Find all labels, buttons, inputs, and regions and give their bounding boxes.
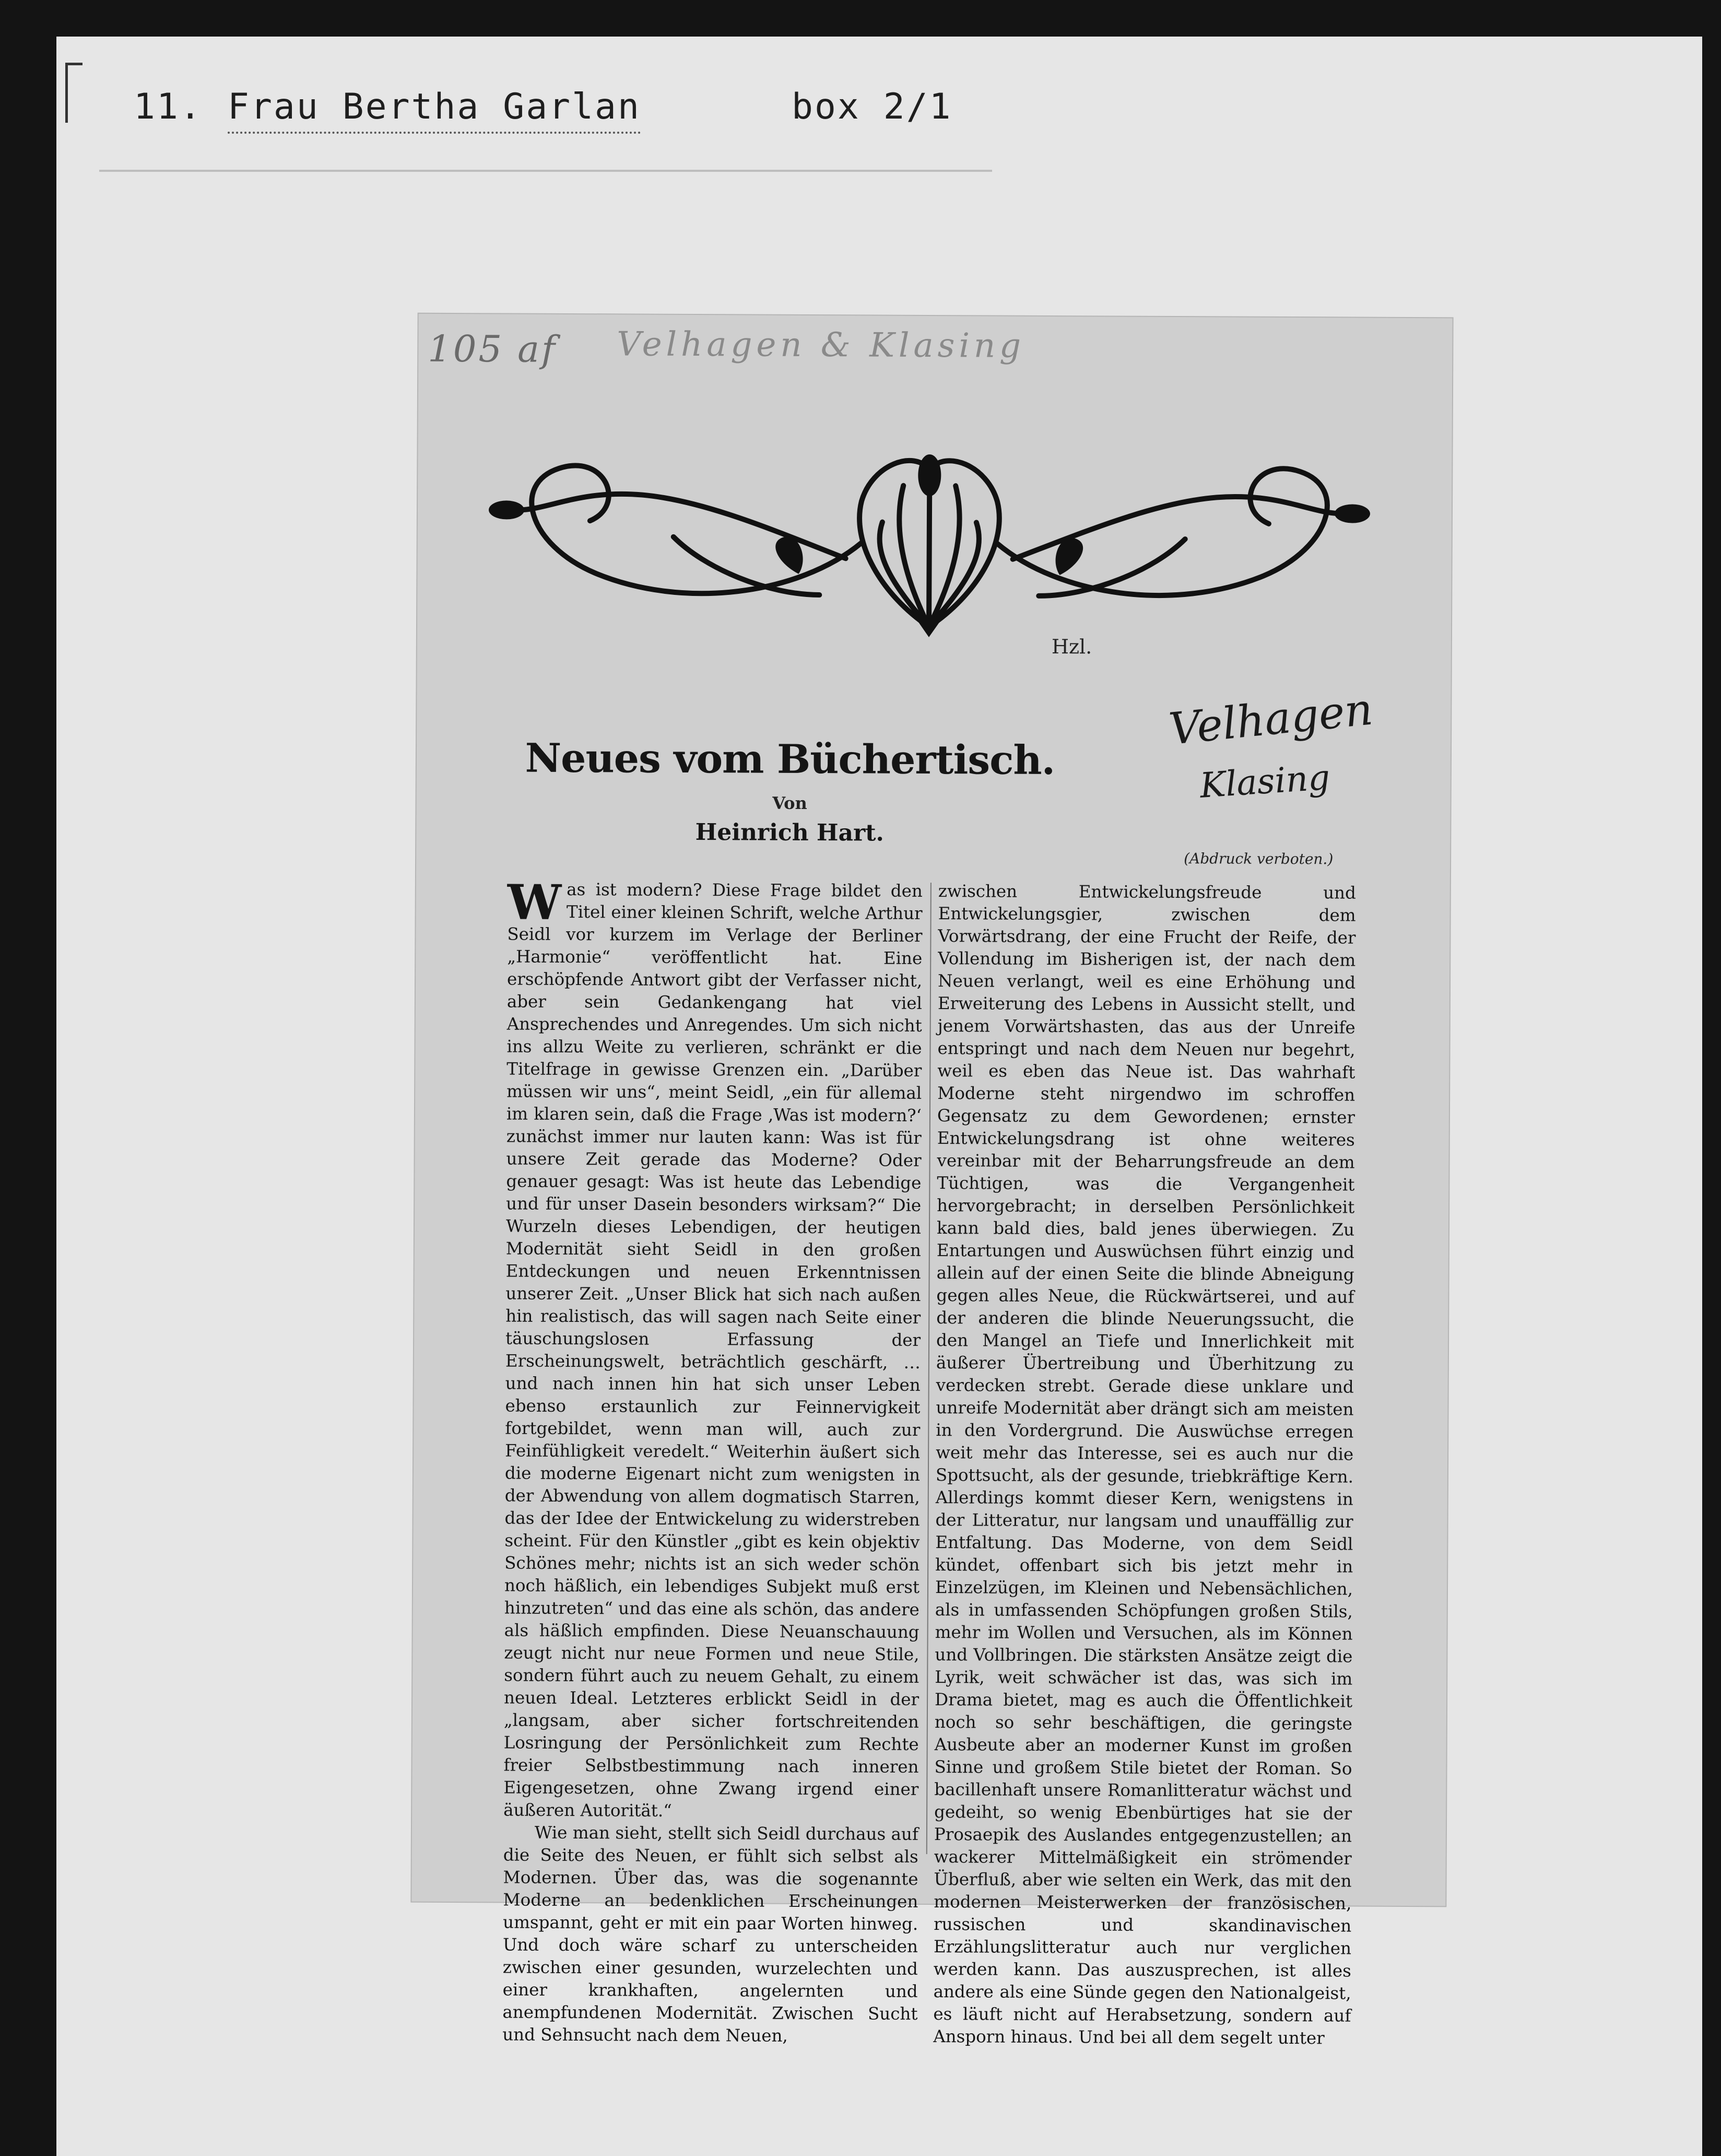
article-title: Neues vom Büchertisch. <box>525 734 1055 784</box>
card-title: Frau Bertha Garlan <box>228 86 641 134</box>
article-paragraph: zwischen Entwickelungsfreude und Entwickelungsgier, zwischen dem Vorwärtsdrang, der eine Frucht der Reife, der Vollendung im Bisherigen ist, der nach dem Neuen verlangt, weil es eine Erhöhung und Erweiterung des Lebens in Aussicht stellt, und jenem Vorwärtshasten, das aus der Unreife entspringt und nach dem Neuen nur begehrt, weil es eben das Neue ist. Das wahrhaft Moderne steht nirgendwo im schroffen Gegensatz zu dem Gewordenen; ernster Entwickelungsdrang ist ohne weiteres vereinbar mit der Beharrungsfreude an dem Tüchtigen, was die Vergangenheit hervorgebracht; in derselben Persönlichkeit kann bald dies, bald jenes überwiegen. Zu Entartungen und Auswüchsen führt einzig und allein auf der einen Seite die blinde Abneigung gegen alles Neue, die Rückwärtserei, und auf der anderen die blinde Neuerungssucht, die den Mangel an Tiefe und Innerlichkeit mit äußerer Übertreibung und Überhitzung zu verdecken strebt. Gerade diese unklare und unreife Modernität aber drängt sich am meisten in den Vordergrund. Die Auswüchse erregen weit mehr das Interesse, sei es auch nur die Spottsucht, als der gesunde, triebkräftige Kern. Allerdings kommt dieser Kern, wenigstens in der Litteratur, nur langsam und unauffällig zur Entfaltung. Das Moderne, von dem Seidl kündet, offenbart sich bis jetzt mehr in Einzelzügen, im Kleinen und Nebensächlichen, als in umfassenden Schöpfungen großen Stils, mehr im Wollen und Versuchen, als im Können und Vollbringen. Die stärksten Ansätze zeigt die Lyrik, weit schwächer ist das, was sich im Drama bietet, mag es auch die Öffentlichkeit noch so sehr beschäftigen, die geringste Ausbeute aber an moderner Kunst im großen Sinne und großem Stile bietet der Roman. So bacillenhaft unsere Romanlitteratur wächst und gedeiht, so wenig Ebenbürtiges hat sie der Prosaepik des Auslandes entgegenzustellen; an wackerer Mittelmäßigkeit ein strömender Überfluß, aber wie selten ein Werk, das mit den modernen Meisterwerken der französischen, russischen und skandinavischen Erzählungslitteratur auch nur verglichen werden kann. Das auszusprechen, ist alles andere als eine Sünde gegen den Nationalgeist, es läuft nicht auf Herabsetzung, sondern auf Ansporn hinaus. Und bei all dem segelt unter <box>933 881 1356 2048</box>
ornament-signature: Hzl. <box>1051 635 1092 659</box>
article-paragraph: Wie man sieht, stellt sich Seidl durchaus auf die Seite des Neuen, er fühlt sich selbst als Modernen. Über das, was die sogenannte Moderne an bedenklichen Erscheinungen umspannt, geht er mit ein paar Worten hinweg. Und doch wäre scharf zu unterscheiden zwischen einer gesunden, wurzelechten und einer krankhaften, angelernten und anempfundenen Modernität. Zwischen Sucht und Sehnsucht nach dem Neuen, <box>502 1822 919 2046</box>
column-divider <box>926 883 932 1854</box>
paragraph-text: as ist modern? Diese Frage bildet den Titel einer kleinen Schrift, welche Arthur Seidl vor kurzem im Verlage der Berliner „Harmonie“ veröffentlicht hat. Eine erschöpfende Antwort gibt der Verfasser nicht, aber sein Gedankengang hat viel Ansprechendes und Anregendes. Um sich nicht ins allzu Weite zu verlieren, schränkt er die Titelfrage in gewisse Grenzen ein. „Darüber müssen wir uns“, meint Seidl, „ein für allemal im klaren sein, daß die Frage ‚Was ist modern?‘ zunächst immer nur lauten kann: Was ist für unsere Zeit gerade das Moderne? Oder genauer gesagt: Was ist heute das Lebendige und für unser Dasein besonders wirksam?“ Die Wurzeln dieses Lebendigen, der heutigen Modernität sieht Seidl in den großen Entdeckungen und neuen Erkenntnissen unserer Zeit. „Unser Blick hat sich nach außen hin realistisch, das will sagen nach Seite einer täuschungslosen Erfassung der Erscheinungswelt, beträchtlich geschärft, … und nach innen hin hat sich unser Leben ebenso erstaunlich zur Feinnervigkeit fortgebildet, wenn man will, auch zur Feinfühligkeit veredelt.“ Weiterhin äußert sich die moderne Eigenart nicht zum wenigsten in der Abwendung von allem dogmatisch Starren, das der Idee der Entwickelung zu widerstreben scheint. Für den Künstler „gibt es kein objektiv Schönes mehr; nichts ist an sich weder schön noch häßlich, ein lebendiges Subjekt muß erst hinzutreten“ und das eine als schön, das andere als häßlich empfinden. Diese Neuanschauung zeugt nicht nur neue Formen und neue Stile, sondern führt auch zu neuem Gehalt, zu einem neuen Ideal. Letzteres erblickt Seidl in der „langsam, aber sicher fortschreitenden Losringung der Persönlichkeit zum Rechte freier Selbstbestimmung nach inneren Eigengesetzen, ohne Zwang irgend einer äußeren Autorität.“ <box>503 879 923 1821</box>
handwritten-note-top: 105 af <box>428 327 558 371</box>
article-paragraph <box>503 874 923 1823</box>
handwritten-line-1: Velhagen <box>1166 683 1375 755</box>
handwritten-publisher-note <box>1166 683 1388 814</box>
card-number: 11. <box>134 86 203 127</box>
card-divider <box>99 170 992 172</box>
article-column-right <box>933 880 1356 2048</box>
reprint-notice: (Abdruck verboten.) <box>1184 850 1334 868</box>
drop-cap: W <box>507 874 562 931</box>
newspaper-clipping <box>411 314 1452 2048</box>
card-box-label: box 2/1 <box>792 86 952 127</box>
article-author: Heinrich Hart. <box>695 819 885 847</box>
art-nouveau-ornament <box>485 437 1374 649</box>
card-corner-mark <box>65 63 82 123</box>
handwritten-note-top-faint: Velhagen & Klasing <box>617 325 1025 366</box>
article-column-left <box>502 874 923 2046</box>
handwritten-line-2: Klasing <box>1198 757 1331 806</box>
article-byline-prefix: Von <box>772 793 807 813</box>
